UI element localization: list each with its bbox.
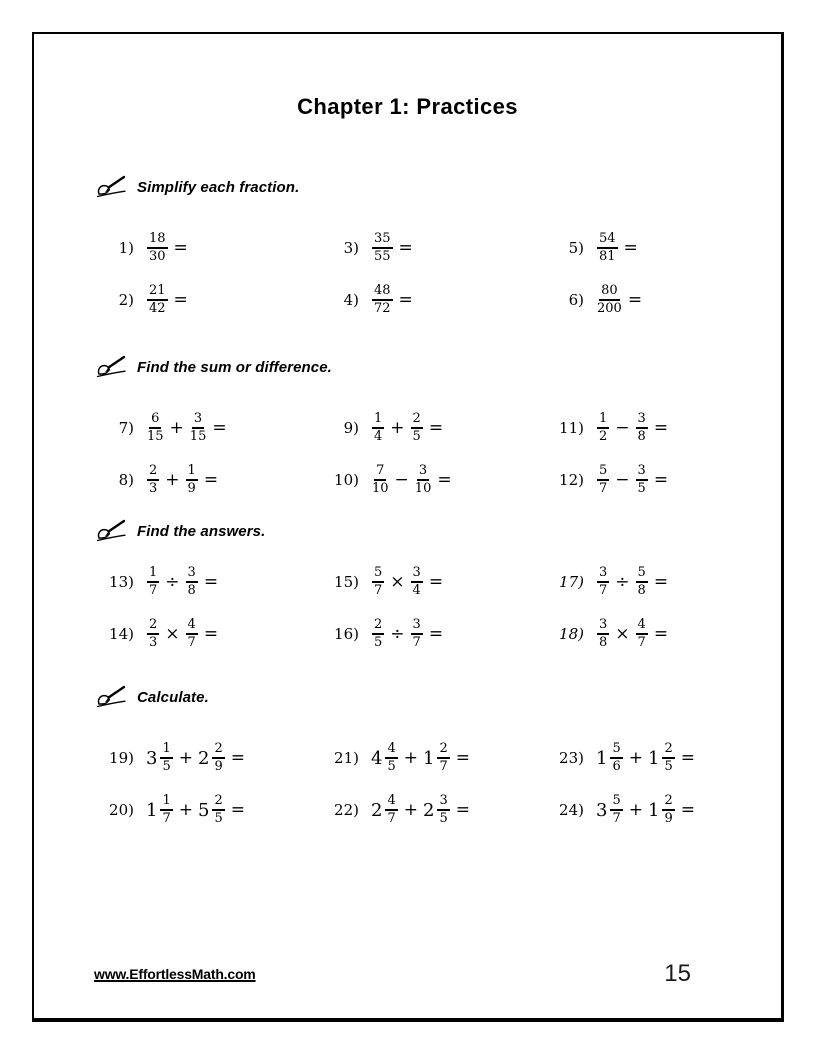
problem-expression bbox=[146, 618, 223, 649]
problem bbox=[104, 566, 329, 597]
problem-expression bbox=[596, 742, 700, 773]
worksheet-section bbox=[34, 354, 781, 506]
problem-expression bbox=[371, 794, 475, 825]
denominator: 72 bbox=[374, 301, 391, 316]
denominator: 5 bbox=[387, 759, 396, 774]
operator: = bbox=[623, 238, 638, 258]
fraction bbox=[147, 284, 168, 315]
problem bbox=[554, 566, 779, 597]
writing-hand-icon bbox=[96, 175, 126, 199]
whole-number: 1 bbox=[422, 747, 435, 769]
numerator: 5 bbox=[597, 464, 609, 481]
fraction bbox=[636, 566, 648, 597]
problem-expression bbox=[146, 742, 250, 773]
denominator: 4 bbox=[374, 429, 383, 444]
operator: + bbox=[628, 748, 643, 768]
problem bbox=[554, 464, 779, 495]
fraction bbox=[147, 232, 168, 263]
fraction bbox=[147, 412, 164, 443]
denominator: 5 bbox=[439, 811, 448, 826]
numerator: 2 bbox=[411, 412, 423, 429]
fraction bbox=[186, 464, 198, 495]
problem-expression bbox=[371, 284, 418, 315]
operator: = bbox=[203, 624, 219, 644]
fraction bbox=[160, 742, 172, 773]
denominator: 81 bbox=[599, 249, 616, 264]
whole-number: 5 bbox=[197, 799, 210, 821]
fraction bbox=[186, 566, 198, 597]
problem bbox=[329, 742, 554, 773]
numerator: 2 bbox=[662, 742, 674, 759]
problem bbox=[554, 794, 779, 825]
fraction bbox=[147, 566, 159, 597]
problem-number: 13) bbox=[109, 573, 134, 591]
operator: = bbox=[212, 418, 227, 438]
operator: + bbox=[178, 800, 193, 820]
operator: = bbox=[428, 624, 444, 644]
numerator: 1 bbox=[597, 412, 609, 429]
problem bbox=[104, 284, 329, 315]
operator: = bbox=[428, 572, 444, 592]
numerator: 2 bbox=[147, 464, 159, 481]
denominator: 30 bbox=[149, 249, 166, 264]
operator: = bbox=[173, 290, 188, 310]
denominator: 5 bbox=[162, 759, 171, 774]
problem-expression bbox=[371, 464, 457, 495]
fraction bbox=[372, 566, 384, 597]
numerator: 3 bbox=[186, 566, 198, 583]
numerator: 3 bbox=[417, 464, 429, 481]
numerator: 5 bbox=[372, 566, 384, 583]
sections-container bbox=[34, 174, 781, 836]
problem-expression bbox=[596, 232, 643, 263]
problem bbox=[329, 412, 554, 443]
denominator: 55 bbox=[374, 249, 391, 264]
fraction bbox=[385, 742, 397, 773]
fraction bbox=[372, 284, 393, 315]
fraction bbox=[437, 794, 449, 825]
whole-number: 3 bbox=[596, 799, 608, 821]
denominator: 7 bbox=[599, 583, 608, 598]
problem-expression bbox=[146, 566, 223, 597]
operator: + bbox=[403, 800, 418, 820]
whole-number: 1 bbox=[596, 747, 608, 769]
numerator: 3 bbox=[437, 794, 449, 811]
fraction bbox=[212, 794, 224, 825]
denominator: 8 bbox=[637, 429, 646, 444]
operator: = bbox=[203, 470, 219, 490]
writing-hand-icon bbox=[96, 355, 126, 379]
fraction bbox=[662, 742, 674, 773]
writing-hand-icon bbox=[96, 519, 126, 543]
denominator: 7 bbox=[612, 811, 621, 826]
operator: − bbox=[394, 470, 409, 490]
whole-number: 2 bbox=[371, 799, 383, 821]
numerator: 2 bbox=[437, 742, 449, 759]
problem-expression bbox=[371, 232, 418, 263]
operator: = bbox=[680, 748, 695, 768]
operator: × bbox=[615, 624, 630, 644]
numerator: 3 bbox=[636, 464, 648, 481]
denominator: 9 bbox=[187, 481, 196, 496]
whole-number: 4 bbox=[371, 747, 383, 769]
problem-expression bbox=[146, 284, 193, 315]
problem bbox=[329, 284, 554, 315]
problem bbox=[329, 464, 554, 495]
denominator: 6 bbox=[612, 759, 621, 774]
fraction bbox=[385, 794, 397, 825]
fraction bbox=[597, 566, 609, 597]
problem-expression bbox=[371, 412, 448, 443]
numerator: 5 bbox=[610, 794, 622, 811]
operator: = bbox=[653, 418, 669, 438]
fraction bbox=[190, 412, 207, 443]
operator: = bbox=[173, 238, 188, 258]
operator: = bbox=[627, 290, 643, 310]
problem bbox=[329, 618, 554, 649]
operator: = bbox=[455, 748, 470, 768]
numerator: 35 bbox=[372, 232, 393, 249]
problem-number: 24) bbox=[559, 801, 584, 819]
numerator: 3 bbox=[597, 618, 609, 635]
denominator: 15 bbox=[147, 429, 164, 444]
whole-number: 1 bbox=[647, 747, 660, 769]
numerator: 1 bbox=[160, 794, 172, 811]
numerator: 3 bbox=[597, 566, 609, 583]
fraction bbox=[662, 794, 674, 825]
denominator: 3 bbox=[149, 481, 158, 496]
operator: − bbox=[615, 418, 630, 438]
operator: = bbox=[230, 748, 245, 768]
numerator: 2 bbox=[147, 618, 159, 635]
numerator: 5 bbox=[636, 566, 648, 583]
problems-grid bbox=[34, 556, 781, 660]
problem-number: 2) bbox=[118, 291, 134, 309]
operator: + bbox=[390, 418, 405, 438]
denominator: 7 bbox=[439, 759, 448, 774]
problems-grid bbox=[34, 402, 781, 506]
problem-number: 15) bbox=[334, 573, 359, 591]
whole-number: 2 bbox=[197, 747, 210, 769]
problem-number: 10) bbox=[334, 471, 359, 489]
section-header bbox=[96, 684, 781, 710]
operator: = bbox=[203, 572, 219, 592]
fraction bbox=[411, 566, 423, 597]
operator: = bbox=[653, 572, 669, 592]
problem bbox=[104, 794, 329, 825]
fraction bbox=[411, 412, 423, 443]
page-footer bbox=[94, 960, 723, 988]
problem-expression bbox=[146, 464, 223, 495]
problem-expression bbox=[596, 794, 700, 825]
numerator: 3 bbox=[411, 618, 423, 635]
operator: = bbox=[428, 418, 444, 438]
problem bbox=[554, 412, 779, 443]
denominator: 9 bbox=[214, 759, 223, 774]
fraction bbox=[636, 618, 648, 649]
problem-expression bbox=[146, 794, 250, 825]
denominator: 10 bbox=[372, 481, 389, 496]
problem-expression bbox=[596, 412, 673, 443]
page-border bbox=[32, 32, 784, 1022]
numerator: 5 bbox=[610, 742, 622, 759]
problem bbox=[329, 794, 554, 825]
numerator: 6 bbox=[149, 412, 161, 429]
problem-number: 21) bbox=[334, 749, 359, 767]
operator: × bbox=[390, 572, 405, 592]
operator: = bbox=[437, 470, 452, 490]
section-instruction: Find the sum or difference. bbox=[137, 358, 332, 376]
operator: ÷ bbox=[165, 572, 180, 592]
fraction bbox=[610, 742, 622, 773]
section-header bbox=[96, 354, 781, 380]
denominator: 200 bbox=[597, 301, 622, 316]
section-header bbox=[96, 174, 781, 200]
problems-grid bbox=[34, 222, 781, 326]
section-instruction: Calculate. bbox=[137, 688, 209, 706]
page-number: 15 bbox=[664, 960, 691, 987]
problem bbox=[104, 412, 329, 443]
fraction bbox=[147, 464, 159, 495]
problem-number: 3) bbox=[343, 239, 359, 257]
numerator: 2 bbox=[212, 794, 224, 811]
problem-number: 11) bbox=[559, 419, 584, 437]
denominator: 8 bbox=[637, 583, 646, 598]
problem-expression bbox=[596, 464, 673, 495]
whole-number: 2 bbox=[422, 799, 435, 821]
fraction bbox=[160, 794, 172, 825]
fraction bbox=[437, 742, 449, 773]
numerator: 4 bbox=[636, 618, 648, 635]
fraction bbox=[372, 464, 389, 495]
operator: + bbox=[165, 470, 180, 490]
operator: = bbox=[398, 238, 413, 258]
problem-number: 19) bbox=[109, 749, 134, 767]
page-title: Chapter 1: Practices bbox=[297, 94, 518, 119]
fraction bbox=[186, 618, 198, 649]
denominator: 7 bbox=[149, 583, 158, 598]
problem-expression bbox=[371, 566, 448, 597]
numerator: 4 bbox=[385, 794, 397, 811]
fraction bbox=[636, 464, 648, 495]
operator: ÷ bbox=[615, 572, 630, 592]
operator: ÷ bbox=[390, 624, 405, 644]
denominator: 3 bbox=[149, 635, 158, 650]
problem-number: 14) bbox=[109, 625, 134, 643]
problem-number: 8) bbox=[118, 471, 134, 489]
denominator: 8 bbox=[599, 635, 608, 650]
problem-number: 22) bbox=[334, 801, 359, 819]
whole-number: 3 bbox=[146, 747, 158, 769]
whole-number: 1 bbox=[647, 799, 660, 821]
operator: + bbox=[169, 418, 184, 438]
section-instruction: Simplify each fraction. bbox=[137, 178, 300, 196]
operator: = bbox=[455, 800, 470, 820]
worksheet-section bbox=[34, 174, 781, 326]
problems-grid bbox=[34, 732, 781, 836]
numerator: 1 bbox=[160, 742, 172, 759]
numerator: 18 bbox=[147, 232, 168, 249]
writing-hand-icon bbox=[96, 685, 126, 709]
problem bbox=[554, 618, 779, 649]
denominator: 8 bbox=[187, 583, 196, 598]
problem-expression bbox=[371, 618, 448, 649]
operator: = bbox=[653, 624, 669, 644]
problem-number: 1) bbox=[118, 239, 134, 257]
problem bbox=[329, 232, 554, 263]
problem-expression bbox=[146, 232, 193, 263]
fraction bbox=[597, 464, 609, 495]
problem-number: 5) bbox=[568, 239, 584, 257]
denominator: 9 bbox=[664, 811, 673, 826]
problem-number: 4) bbox=[343, 291, 359, 309]
problem-number: 17) bbox=[559, 573, 584, 591]
operator: + bbox=[178, 748, 193, 768]
numerator: 1 bbox=[186, 464, 198, 481]
worksheet-section bbox=[34, 518, 781, 660]
denominator: 5 bbox=[214, 811, 223, 826]
numerator: 1 bbox=[147, 566, 159, 583]
numerator: 3 bbox=[411, 566, 423, 583]
denominator: 7 bbox=[387, 811, 396, 826]
problem-number: 7) bbox=[118, 419, 134, 437]
operator: × bbox=[165, 624, 180, 644]
worksheet-section bbox=[34, 684, 781, 836]
problem-number: 23) bbox=[559, 749, 584, 767]
denominator: 15 bbox=[189, 429, 207, 444]
section-header bbox=[96, 518, 781, 544]
problem-expression bbox=[596, 618, 673, 649]
fraction bbox=[411, 618, 423, 649]
problem-expression bbox=[146, 412, 232, 443]
problem-number: 9) bbox=[343, 419, 359, 437]
problem bbox=[329, 566, 554, 597]
problem-expression bbox=[596, 284, 647, 315]
denominator: 5 bbox=[637, 481, 646, 496]
numerator: 4 bbox=[385, 742, 397, 759]
fraction bbox=[372, 618, 384, 649]
numerator: 3 bbox=[192, 412, 204, 429]
problem bbox=[104, 464, 329, 495]
operator: + bbox=[403, 748, 418, 768]
numerator: 54 bbox=[597, 232, 618, 249]
numerator: 7 bbox=[374, 464, 386, 481]
problem bbox=[554, 284, 779, 315]
fraction bbox=[597, 232, 618, 263]
numerator: 80 bbox=[599, 284, 620, 301]
fraction bbox=[415, 464, 432, 495]
problem-number: 20) bbox=[109, 801, 134, 819]
problem bbox=[104, 232, 329, 263]
operator: = bbox=[653, 470, 669, 490]
fraction bbox=[597, 618, 609, 649]
problem bbox=[104, 742, 329, 773]
numerator: 1 bbox=[372, 412, 384, 429]
denominator: 7 bbox=[599, 481, 608, 496]
fraction bbox=[610, 794, 622, 825]
section-instruction: Find the answers. bbox=[137, 522, 266, 540]
fraction bbox=[147, 618, 159, 649]
denominator: 7 bbox=[412, 635, 421, 650]
denominator: 7 bbox=[374, 583, 383, 598]
denominator: 10 bbox=[414, 481, 432, 496]
footer-link[interactable]: www.EffortlessMath.com bbox=[94, 966, 256, 982]
denominator: 7 bbox=[187, 635, 196, 650]
operator: = bbox=[230, 800, 245, 820]
fraction bbox=[597, 284, 622, 315]
denominator: 5 bbox=[664, 759, 673, 774]
denominator: 5 bbox=[412, 429, 421, 444]
operator: = bbox=[680, 800, 695, 820]
operator: − bbox=[615, 470, 630, 490]
problem bbox=[554, 232, 779, 263]
problem bbox=[104, 618, 329, 649]
fraction bbox=[372, 232, 393, 263]
problem-number: 18) bbox=[559, 625, 584, 643]
denominator: 42 bbox=[149, 301, 166, 316]
denominator: 7 bbox=[162, 811, 171, 826]
numerator: 48 bbox=[372, 284, 393, 301]
fraction bbox=[372, 412, 384, 443]
denominator: 7 bbox=[637, 635, 646, 650]
numerator: 2 bbox=[372, 618, 384, 635]
problem-number: 6) bbox=[568, 291, 584, 309]
problem-expression bbox=[596, 566, 673, 597]
numerator: 3 bbox=[636, 412, 648, 429]
operator: + bbox=[628, 800, 643, 820]
denominator: 2 bbox=[599, 429, 608, 444]
problem-expression bbox=[371, 742, 475, 773]
denominator: 4 bbox=[412, 583, 421, 598]
problem bbox=[554, 742, 779, 773]
numerator: 2 bbox=[662, 794, 674, 811]
problem-number: 16) bbox=[334, 625, 359, 643]
numerator: 2 bbox=[212, 742, 224, 759]
fraction bbox=[636, 412, 648, 443]
whole-number: 1 bbox=[146, 799, 158, 821]
numerator: 21 bbox=[147, 284, 168, 301]
fraction bbox=[212, 742, 224, 773]
problem-number: 12) bbox=[559, 471, 584, 489]
operator: = bbox=[398, 290, 413, 310]
fraction bbox=[597, 412, 609, 443]
numerator: 4 bbox=[186, 618, 198, 635]
denominator: 5 bbox=[374, 635, 383, 650]
